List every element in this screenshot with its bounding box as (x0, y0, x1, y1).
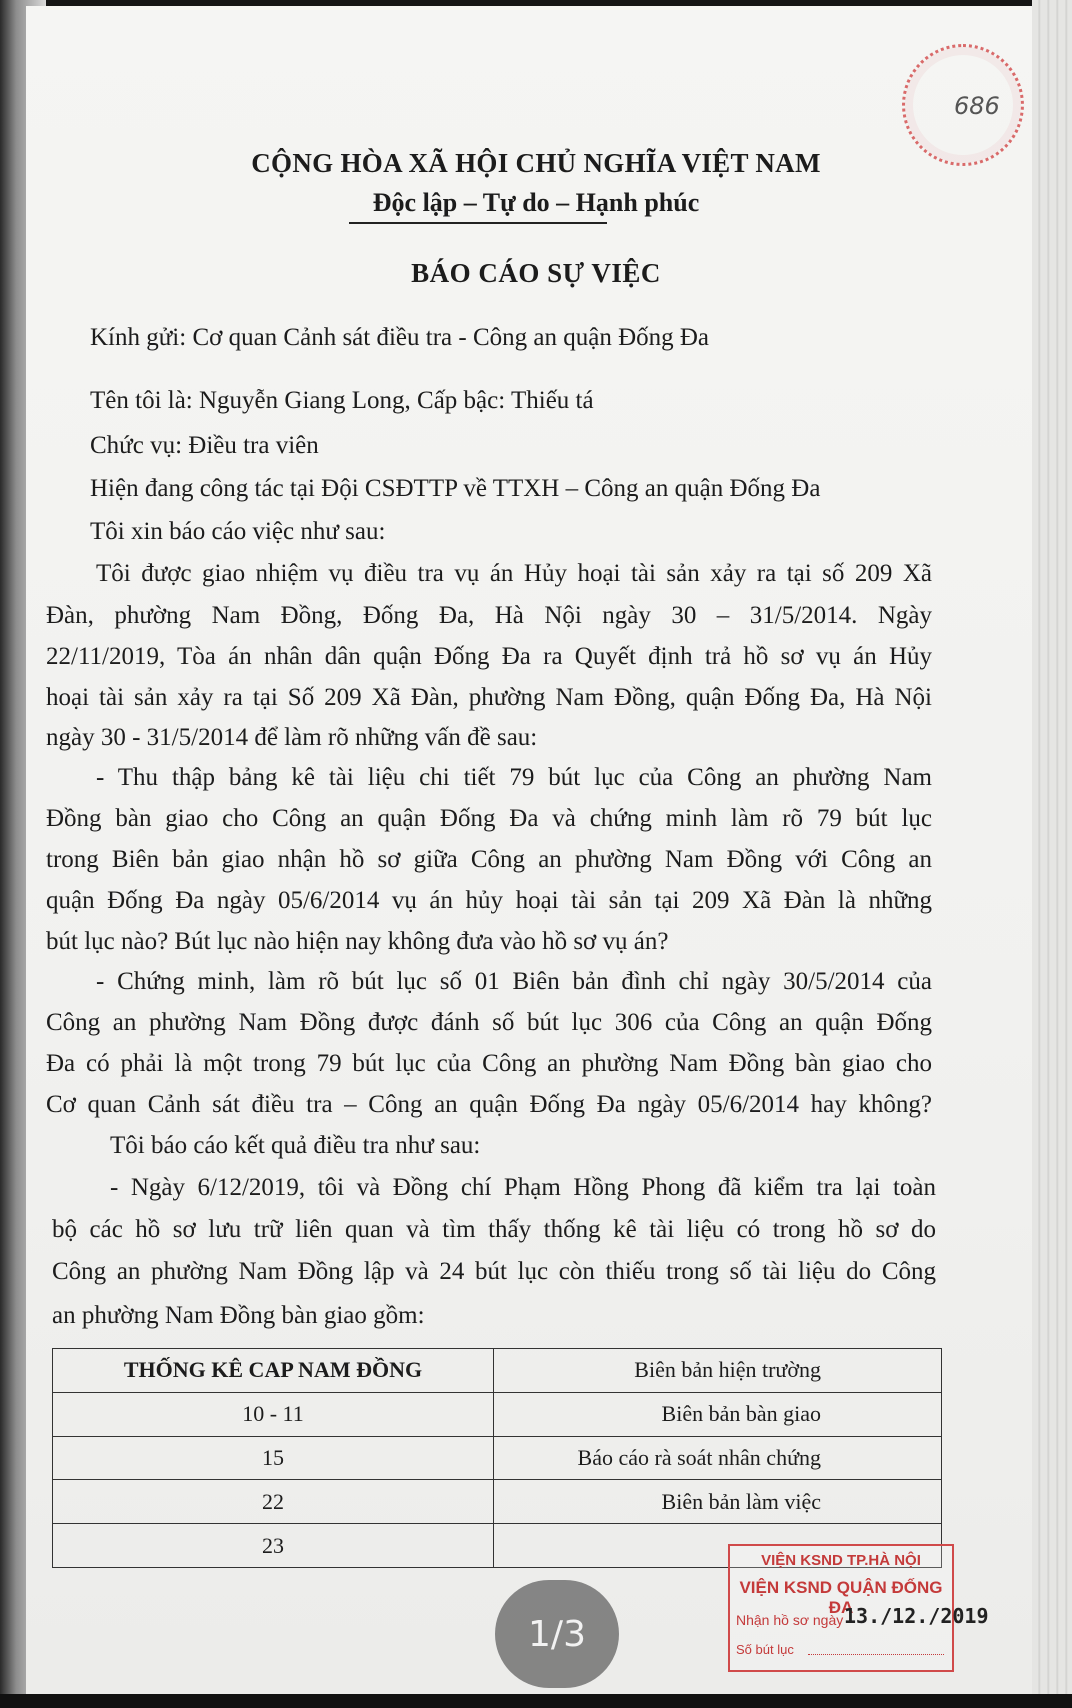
paragraph-1-line: 22/11/2019, Tòa án nhân dân quận Đống Đa ra Quyết định trả hồ sơ vụ án Hủy (46, 643, 932, 670)
stamp-dotted-line (808, 1654, 944, 1655)
stamp-line: VIỆN KSND TP.HÀ NỘI (761, 1552, 921, 1569)
position-line: Chức vụ: Điều tra viên (90, 432, 319, 459)
paragraph-2-line: quận Đống Đa ngày 05/6/2014 vụ án hủy hoại tài sản tại 209 Xã Đàn là những (46, 887, 932, 914)
page-indicator[interactable]: 1/3 (495, 1580, 619, 1688)
table-row (53, 1436, 942, 1480)
table-cell: Biên bản bàn giao (494, 1392, 942, 1436)
stamp-date: 13./12./2019 (844, 1604, 989, 1628)
paragraph-1-line: hoại tài sản xảy ra tại Số 209 Xã Đàn, phường Nam Đồng, quận Đống Đa, Hà Nội (46, 684, 932, 711)
paragraph-3-line: Công an phường Nam Đồng được đánh số bút lục 306 của Công an quận Đống (46, 1009, 932, 1036)
receipt-stamp (728, 1544, 989, 1672)
table-cell: Báo cáo rà soát nhân chứng (494, 1436, 942, 1480)
paragraph-1-line: ngày 30 - 31/5/2014 để làm rõ những vấn đề sau: (46, 724, 538, 751)
paragraph-3-line: Cơ quan Cảnh sát điều tra – Công an quận Đống Đa ngày 05/6/2014 hay không? (46, 1091, 932, 1118)
table-cell: 23 (53, 1524, 494, 1568)
paragraph-3-line: Đa có phải là một trong 79 bút lục của Công an phường Nam Đồng bàn giao cho (46, 1050, 932, 1077)
paragraph-2-line: trong Biên bản giao nhận hồ sơ giữa Công an phường Nam Đồng với Công an (46, 846, 932, 873)
stamp-line: Số bút lục (736, 1642, 794, 1657)
paragraph-4-line: an phường Nam Đồng bàn giao gồm: (52, 1302, 425, 1329)
paragraph-4-line: - Ngày 6/12/2019, tôi và Đồng chí Phạm Hồng Phong đã kiểm tra lại toàn (110, 1174, 936, 1201)
unit-line: Hiện đang công tác tại Đội CSĐTTP về TTXH – Công an quận Đống Đa (90, 475, 821, 502)
paragraph-2-line: Đồng bàn giao cho Công an quận Đống Đa và chứng minh làm rõ 79 bút lục (46, 805, 932, 832)
motto-underline (349, 222, 607, 224)
paragraph-2-line: - Thu thập bảng kê tài liệu chi tiết 79 bút lục của Công an phường Nam (96, 764, 932, 791)
table-row (53, 1480, 942, 1524)
table-row (53, 1392, 942, 1436)
stamp-line: Nhận hồ sơ ngày (736, 1612, 844, 1628)
paragraph-4-line: bộ các hồ sơ lưu trữ liên quan và tìm thấy thống kê tài liệu có trong hồ sơ do (52, 1216, 936, 1243)
page-number-handwritten: 686 (954, 92, 1000, 120)
table-row (53, 1349, 942, 1393)
addressee: Kính gửi: Cơ quan Cảnh sát điều tra - Công an quận Đống Đa (90, 324, 710, 351)
national-title: CỘNG HÒA XÃ HỘI CHỦ NGHĨA VIỆT NAM (251, 148, 821, 178)
table-header: THỐNG KÊ CAP NAM ĐỒNG (53, 1349, 494, 1393)
paragraph-2-line: bút lục nào? Bút lục nào hiện nay không đưa vào hồ sơ vụ án? (46, 928, 669, 955)
table-cell: Biên bản hiện trường (494, 1349, 942, 1393)
stacked-page-edges (1032, 0, 1072, 1708)
statistics-table (52, 1348, 942, 1568)
table-cell: 10 - 11 (53, 1392, 494, 1436)
bottom-band (0, 1694, 1072, 1708)
stamp-line: VIỆN KSND QUẬN ĐỐNG ĐA (739, 1578, 943, 1617)
motto: Độc lập – Tự do – Hạnh phúc (372, 188, 700, 217)
paragraph-1-line: Đàn, phường Nam Đồng, Đống Đa, Hà Nội ngày 30 – 31/5/2014. Ngày (46, 602, 932, 629)
result-intro: Tôi báo cáo kết quả điều tra như sau: (110, 1132, 481, 1159)
intro-line: Tôi xin báo cáo việc như sau: (90, 518, 386, 545)
document-title: BÁO CÁO SỰ VIỆC (411, 258, 661, 288)
table-cell: 15 (53, 1436, 494, 1480)
paragraph-4-line: Công an phường Nam Đồng lập và 24 bút lục còn thiếu trong số tài liệu do Công (52, 1258, 936, 1285)
table-cell: Biên bản làm việc (494, 1480, 942, 1524)
name-line: Tên tôi là: Nguyễn Giang Long, Cấp bậc: Thiếu tá (90, 387, 594, 414)
paragraph-3-line: - Chứng minh, làm rõ bút lục số 01 Biên bản đình chỉ ngày 30/5/2014 của (96, 968, 932, 995)
paragraph-1-line: Tôi được giao nhiệm vụ điều tra vụ án Hủy hoại tài sản xảy ra tại số 209 Xã (96, 560, 932, 587)
table-cell: 22 (53, 1480, 494, 1524)
